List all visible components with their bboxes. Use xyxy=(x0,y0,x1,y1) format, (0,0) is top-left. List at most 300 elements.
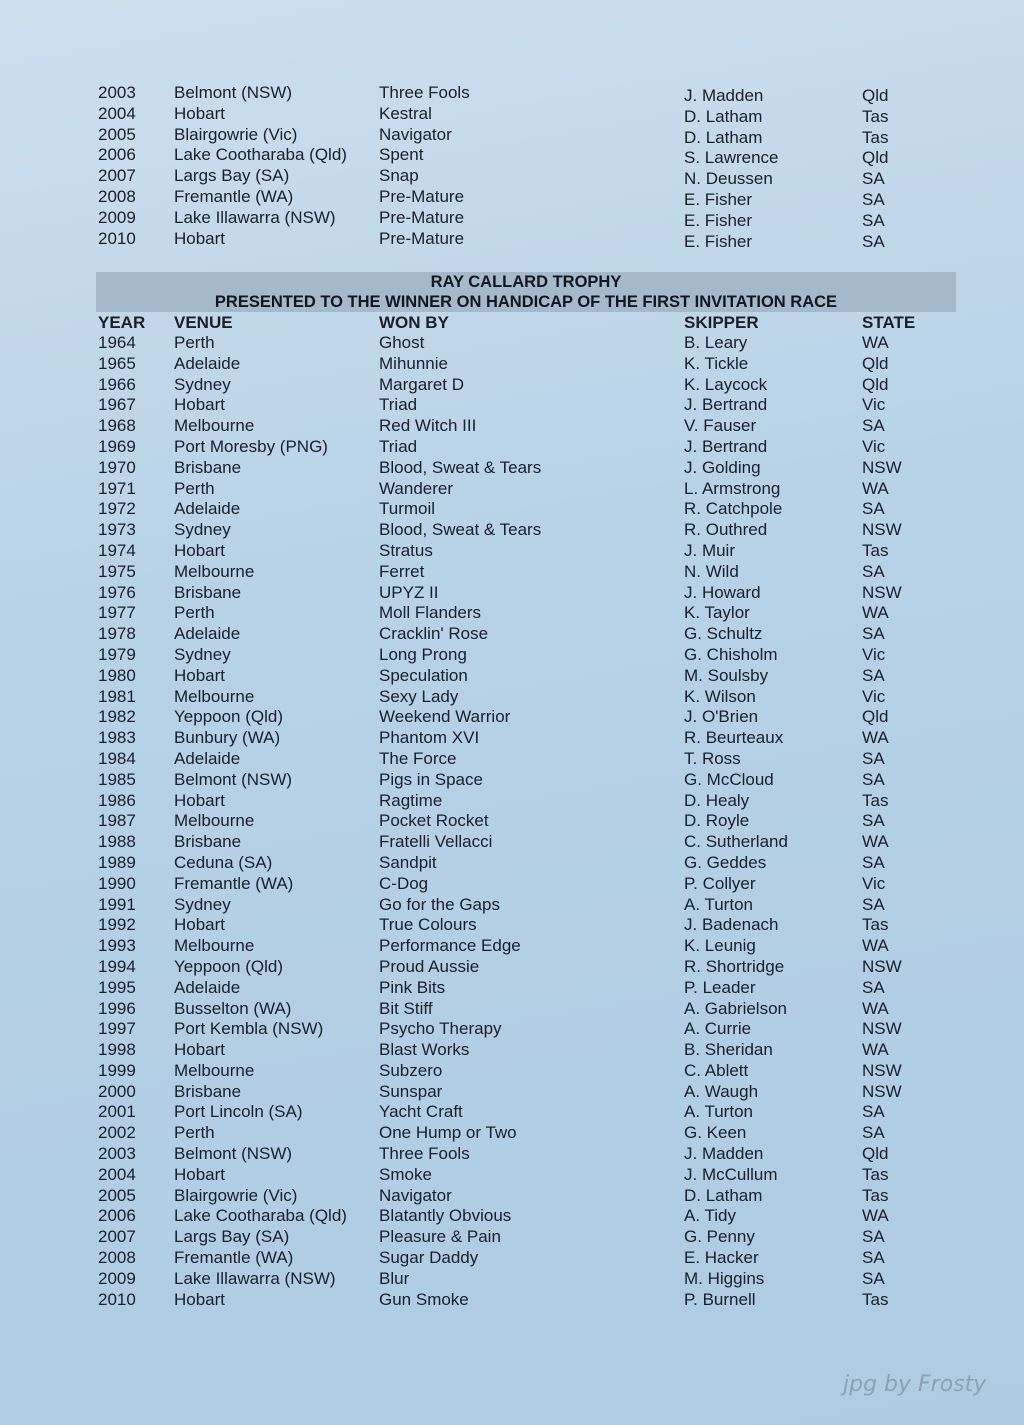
cell-won-by: Pocket Rocket xyxy=(379,811,489,831)
cell-state: Qld xyxy=(862,148,889,168)
cell-venue: Bunbury (WA) xyxy=(174,728,281,748)
cell-skipper: D. Latham xyxy=(684,127,763,147)
cell-venue: Fremantle (WA) xyxy=(174,186,294,206)
cell-year: 2002 xyxy=(98,1123,136,1143)
cell-won-by: One Hump or Two xyxy=(379,1123,517,1143)
cell-state: Tas xyxy=(862,1164,889,1184)
cell-won-by: Blood, Sweat & Tears xyxy=(379,457,542,477)
cell-year: 1996 xyxy=(98,998,136,1018)
cell-won-by: Triad xyxy=(379,436,418,456)
cell-skipper: N. Deussen xyxy=(684,169,773,189)
cell-state: SA xyxy=(862,624,885,644)
cell-won-by: Kestral xyxy=(379,103,432,123)
cell-venue: Fremantle (WA) xyxy=(174,873,294,893)
table-row xyxy=(96,895,956,916)
cell-skipper: J. Badenach xyxy=(684,915,779,935)
table-row xyxy=(96,666,956,687)
cell-year: 2005 xyxy=(98,1185,136,1205)
table-row xyxy=(96,208,956,229)
header-venue: VENUE xyxy=(174,313,233,332)
cell-won-by: Gun Smoke xyxy=(379,1289,469,1309)
cell-venue: Melbourne xyxy=(174,686,255,706)
cell-year: 1985 xyxy=(98,769,136,789)
table-row xyxy=(96,416,956,437)
cell-skipper: G. Keen xyxy=(684,1123,747,1143)
cell-skipper: J. Madden xyxy=(684,1144,764,1164)
cell-state: Qld xyxy=(862,707,889,727)
cell-won-by: Navigator xyxy=(379,124,452,144)
cell-state: SA xyxy=(862,169,885,189)
table-row xyxy=(96,1186,956,1207)
cell-won-by: The Force xyxy=(379,748,457,768)
cell-state: SA xyxy=(862,210,885,230)
cell-won-by: Speculation xyxy=(379,665,468,685)
cell-state: SA xyxy=(862,1123,885,1143)
cell-state: WA xyxy=(862,832,889,852)
table-row xyxy=(96,936,956,957)
cell-venue: Lake Cootharaba (Qld) xyxy=(174,145,347,165)
cell-won-by: Subzero xyxy=(379,1060,443,1080)
table-row xyxy=(96,645,956,666)
cell-skipper: K. Wilson xyxy=(684,686,756,706)
cell-state: NSW xyxy=(862,582,902,602)
table-row xyxy=(96,333,956,354)
cell-year: 2007 xyxy=(98,166,136,186)
cell-year: 1969 xyxy=(98,436,136,456)
cell-state: NSW xyxy=(862,1019,902,1039)
cell-state: WA xyxy=(862,936,889,956)
cell-year: 1973 xyxy=(98,520,136,540)
cell-skipper: D. Healy xyxy=(684,790,750,810)
cell-won-by: UPYZ II xyxy=(379,582,439,602)
table-row xyxy=(96,603,956,624)
cell-won-by: Pre-Mature xyxy=(379,228,465,248)
header-state: STATE xyxy=(862,313,916,332)
cell-won-by: Moll Flanders xyxy=(379,603,482,623)
table-row xyxy=(96,770,956,791)
cell-state: NSW xyxy=(862,956,902,976)
table-row xyxy=(96,562,956,583)
cell-won-by: Long Prong xyxy=(379,644,467,664)
cell-skipper: J. O'Brien xyxy=(684,707,759,727)
cell-year: 2009 xyxy=(98,207,136,227)
cell-won-by: Ragtime xyxy=(379,790,443,810)
cell-state: SA xyxy=(862,1102,885,1122)
table-row xyxy=(96,187,956,208)
cell-venue: Hobart xyxy=(174,103,226,123)
cell-state: Qld xyxy=(862,1144,889,1164)
table-row xyxy=(96,624,956,645)
previous-trophy-table xyxy=(96,83,956,249)
table-row xyxy=(96,1082,956,1103)
cell-year: 1995 xyxy=(98,977,136,997)
cell-skipper: A. Tidy xyxy=(684,1206,736,1226)
cell-venue: Port Kembla (NSW) xyxy=(174,1019,324,1039)
cell-year: 1990 xyxy=(98,873,136,893)
table-row xyxy=(96,1290,956,1311)
table-row xyxy=(96,1144,956,1165)
table-row xyxy=(96,791,956,812)
cell-venue: Belmont (NSW) xyxy=(174,83,293,102)
cell-skipper: R. Shortridge xyxy=(684,956,785,976)
cell-year: 2010 xyxy=(98,1289,136,1309)
cell-won-by: Ghost xyxy=(379,333,425,352)
cell-year: 1998 xyxy=(98,1040,136,1060)
cell-won-by: Go for the Gaps xyxy=(379,894,500,914)
table-row xyxy=(96,395,956,416)
cell-skipper: J. Golding xyxy=(684,457,761,477)
cell-skipper: E. Fisher xyxy=(684,189,753,209)
cell-year: 1976 xyxy=(98,582,136,602)
cell-year: 1964 xyxy=(98,333,136,352)
table-row xyxy=(96,915,956,936)
table-row xyxy=(96,1040,956,1061)
cell-venue: Brisbane xyxy=(174,582,242,602)
cell-skipper: E. Fisher xyxy=(684,210,753,230)
cell-year: 2003 xyxy=(98,1144,136,1164)
cell-skipper: D. Royle xyxy=(684,811,750,831)
cell-state: Tas xyxy=(862,790,889,810)
cell-venue: Sydney xyxy=(174,644,231,664)
cell-state: WA xyxy=(862,603,889,623)
cell-skipper: J. McCullum xyxy=(684,1164,778,1184)
cell-year: 1994 xyxy=(98,956,136,976)
cell-skipper: J. Madden xyxy=(684,86,764,105)
cell-year: 2007 xyxy=(98,1227,136,1247)
cell-venue: Blairgowrie (Vic) xyxy=(174,124,298,144)
cell-state: Vic xyxy=(862,395,886,415)
cell-venue: Melbourne xyxy=(174,811,255,831)
cell-state: Tas xyxy=(862,106,889,126)
header-skipper: SKIPPER xyxy=(684,313,759,332)
table-row xyxy=(96,749,956,770)
cell-won-by: Blur xyxy=(379,1268,410,1288)
cell-venue: Adelaide xyxy=(174,977,241,997)
cell-venue: Port Moresby (PNG) xyxy=(174,436,328,456)
cell-venue: Hobart xyxy=(174,540,226,560)
cell-skipper: D. Latham xyxy=(684,106,763,126)
cell-won-by: Fratelli Vellacci xyxy=(379,832,493,852)
cell-venue: Adelaide xyxy=(174,748,241,768)
table-row xyxy=(96,229,956,250)
table-row xyxy=(96,354,956,375)
cell-year: 1997 xyxy=(98,1019,136,1039)
cell-skipper: R. Beurteaux xyxy=(684,728,784,748)
cell-state: SA xyxy=(862,811,885,831)
table-row xyxy=(96,583,956,604)
cell-state: NSW xyxy=(862,1060,902,1080)
cell-venue: Ceduna (SA) xyxy=(174,852,273,872)
header-won-by: WON BY xyxy=(379,313,449,332)
cell-venue: Blairgowrie (Vic) xyxy=(174,1185,298,1205)
cell-skipper: R. Outhred xyxy=(684,520,768,540)
cell-skipper: J. Muir xyxy=(684,540,735,560)
cell-won-by: Mihunnie xyxy=(379,353,448,373)
cell-venue: Yeppoon (Qld) xyxy=(174,707,284,727)
cell-year: 1965 xyxy=(98,353,136,373)
cell-year: 1989 xyxy=(98,852,136,872)
cell-venue: Sydney xyxy=(174,374,231,394)
cell-skipper: G. Schultz xyxy=(684,624,763,644)
cell-year: 2003 xyxy=(98,83,136,102)
cell-year: 1967 xyxy=(98,395,136,415)
table-row xyxy=(96,1123,956,1144)
cell-skipper: J. Howard xyxy=(684,582,761,602)
cell-skipper: S. Lawrence xyxy=(684,148,779,168)
table-row xyxy=(96,1061,956,1082)
watermark: jpg by Frosty xyxy=(843,1372,987,1397)
cell-won-by: Red Witch III xyxy=(379,416,477,436)
cell-won-by: Pigs in Space xyxy=(379,769,483,789)
cell-won-by: Pleasure & Pain xyxy=(379,1227,501,1247)
cell-venue: Fremantle (WA) xyxy=(174,1248,294,1268)
cell-won-by: Weekend Warrior xyxy=(379,707,511,727)
cell-skipper: A. Turton xyxy=(684,1102,753,1122)
cell-skipper: B. Leary xyxy=(684,333,748,352)
cell-won-by: Blatantly Obvious xyxy=(379,1206,512,1226)
cell-venue: Lake Cootharaba (Qld) xyxy=(174,1206,347,1226)
cell-skipper: P. Collyer xyxy=(684,873,756,893)
cell-won-by: Sandpit xyxy=(379,852,437,872)
cell-won-by: Stratus xyxy=(379,540,433,560)
table-row xyxy=(96,83,956,104)
cell-skipper: M. Higgins xyxy=(684,1268,765,1288)
table-row xyxy=(96,541,956,562)
ray-callard-trophy-table xyxy=(96,333,956,1310)
table-row xyxy=(96,1102,956,1123)
cell-venue: Adelaide xyxy=(174,499,241,519)
cell-won-by: Triad xyxy=(379,395,418,415)
cell-year: 1975 xyxy=(98,561,136,581)
cell-venue: Belmont (NSW) xyxy=(174,1144,293,1164)
cell-won-by: Pre-Mature xyxy=(379,186,465,206)
cell-skipper: K. Taylor xyxy=(684,603,750,623)
table-row xyxy=(96,687,956,708)
cell-year: 1971 xyxy=(98,478,136,498)
cell-year: 2000 xyxy=(98,1081,136,1101)
cell-won-by: Ferret xyxy=(379,561,425,581)
cell-state: Tas xyxy=(862,127,889,147)
cell-year: 2006 xyxy=(98,1206,136,1226)
cell-venue: Hobart xyxy=(174,790,226,810)
cell-state: SA xyxy=(862,665,885,685)
cell-year: 1968 xyxy=(98,416,136,436)
cell-venue: Perth xyxy=(174,603,215,623)
cell-state: Vic xyxy=(862,436,886,456)
cell-skipper: C. Ablett xyxy=(684,1060,749,1080)
cell-year: 1977 xyxy=(98,603,136,623)
table-row xyxy=(96,145,956,166)
cell-skipper: D. Latham xyxy=(684,1185,763,1205)
cell-state: Qld xyxy=(862,86,889,105)
cell-state: Vic xyxy=(862,873,886,893)
cell-skipper: C. Sutherland xyxy=(684,832,788,852)
cell-state: SA xyxy=(862,1248,885,1268)
cell-won-by: Snap xyxy=(379,166,419,186)
cell-venue: Melbourne xyxy=(174,1060,255,1080)
cell-year: 2010 xyxy=(98,228,136,248)
cell-skipper: A. Waugh xyxy=(684,1081,759,1101)
cell-venue: Hobart xyxy=(174,1040,226,1060)
cell-year: 1980 xyxy=(98,665,136,685)
cell-won-by: Spent xyxy=(379,145,424,165)
cell-state: SA xyxy=(862,894,885,914)
cell-year: 1966 xyxy=(98,374,136,394)
cell-year: 1979 xyxy=(98,644,136,664)
cell-won-by: Navigator xyxy=(379,1185,452,1205)
cell-won-by: Cracklin' Rose xyxy=(379,624,489,644)
cell-won-by: Performance Edge xyxy=(379,936,521,956)
table-row xyxy=(96,104,956,125)
cell-state: Tas xyxy=(862,915,889,935)
cell-state: SA xyxy=(862,769,885,789)
cell-won-by: Psycho Therapy xyxy=(379,1019,502,1039)
cell-year: 1982 xyxy=(98,707,136,727)
cell-venue: Port Lincoln (SA) xyxy=(174,1102,303,1122)
cell-skipper: N. Wild xyxy=(684,561,739,581)
cell-skipper: G. McCloud xyxy=(684,769,774,789)
cell-state: SA xyxy=(862,748,885,768)
cell-won-by: Three Fools xyxy=(379,1144,470,1164)
table-row xyxy=(96,1248,956,1269)
cell-state: WA xyxy=(862,998,889,1018)
cell-skipper: K. Leunig xyxy=(684,936,756,956)
table-row xyxy=(96,1165,956,1186)
cell-state: NSW xyxy=(862,1081,902,1101)
cell-state: Qld xyxy=(862,374,889,394)
cell-year: 1974 xyxy=(98,540,136,560)
cell-year: 2008 xyxy=(98,1248,136,1268)
table-row xyxy=(96,1019,956,1040)
cell-state: Vic xyxy=(862,686,886,706)
cell-skipper: M. Soulsby xyxy=(684,665,769,685)
cell-skipper: V. Fauser xyxy=(684,416,757,436)
cell-won-by: Smoke xyxy=(379,1164,432,1184)
cell-venue: Adelaide xyxy=(174,353,241,373)
cell-state: NSW xyxy=(862,520,902,540)
cell-venue: Hobart xyxy=(174,1164,226,1184)
cell-won-by: Three Fools xyxy=(379,83,470,102)
cell-venue: Perth xyxy=(174,478,215,498)
cell-year: 1981 xyxy=(98,686,136,706)
cell-state: Tas xyxy=(862,540,889,560)
table-row xyxy=(96,874,956,895)
table-row xyxy=(96,811,956,832)
cell-year: 2009 xyxy=(98,1268,136,1288)
cell-year: 1988 xyxy=(98,832,136,852)
cell-state: SA xyxy=(862,231,885,251)
cell-state: SA xyxy=(862,1227,885,1247)
cell-skipper: K. Laycock xyxy=(684,374,768,394)
table-row xyxy=(96,707,956,728)
table-row xyxy=(96,458,956,479)
cell-venue: Perth xyxy=(174,1123,215,1143)
cell-venue: Lake Illawarra (NSW) xyxy=(174,1268,336,1288)
cell-skipper: A. Currie xyxy=(684,1019,752,1039)
cell-venue: Perth xyxy=(174,333,215,352)
table-row xyxy=(96,999,956,1020)
table-row xyxy=(96,1206,956,1227)
cell-state: Qld xyxy=(862,353,889,373)
cell-venue: Lake Illawarra (NSW) xyxy=(174,207,336,227)
cell-venue: Yeppoon (Qld) xyxy=(174,956,284,976)
cell-year: 1983 xyxy=(98,728,136,748)
cell-state: WA xyxy=(862,728,889,748)
table-row xyxy=(96,437,956,458)
cell-state: Vic xyxy=(862,644,886,664)
cell-state: SA xyxy=(862,499,885,519)
cell-state: WA xyxy=(862,333,889,352)
cell-state: SA xyxy=(862,852,885,872)
table-row xyxy=(96,978,956,999)
cell-state: SA xyxy=(862,416,885,436)
trophy-title: RAY CALLARD TROPHY xyxy=(430,273,622,291)
cell-won-by: Turmoil xyxy=(379,499,436,519)
cell-venue: Melbourne xyxy=(174,416,255,436)
table-row xyxy=(96,1227,956,1248)
cell-year: 1970 xyxy=(98,457,136,477)
cell-venue: Hobart xyxy=(174,228,226,248)
cell-won-by: Pre-Mature xyxy=(379,207,465,227)
cell-won-by: Sugar Daddy xyxy=(379,1248,479,1268)
table-row xyxy=(96,1269,956,1290)
table-row xyxy=(96,832,956,853)
cell-venue: Hobart xyxy=(174,915,226,935)
table-row xyxy=(96,375,956,396)
cell-won-by: Blast Works xyxy=(379,1040,470,1060)
cell-state: Tas xyxy=(862,1185,889,1205)
trophy-banner xyxy=(96,272,956,312)
cell-won-by: Proud Aussie xyxy=(379,956,480,976)
cell-venue: Sydney xyxy=(174,894,231,914)
cell-skipper: A. Gabrielson xyxy=(684,998,787,1018)
cell-won-by: Sunspar xyxy=(379,1081,443,1101)
table-row xyxy=(96,479,956,500)
header-year: YEAR xyxy=(98,313,146,332)
cell-state: WA xyxy=(862,1206,889,1226)
cell-won-by: Pink Bits xyxy=(379,977,446,997)
cell-year: 1991 xyxy=(98,894,136,914)
cell-skipper: E. Fisher xyxy=(684,231,753,251)
cell-skipper: E. Hacker xyxy=(684,1248,759,1268)
trophy-subtitle: PRESENTED TO THE WINNER ON HANDICAP OF THE FIRST INVITATION RACE xyxy=(214,293,838,311)
cell-year: 1992 xyxy=(98,915,136,935)
cell-won-by: Wanderer xyxy=(379,478,454,498)
cell-venue: Belmont (NSW) xyxy=(174,769,293,789)
cell-skipper: J. Bertrand xyxy=(684,395,768,415)
cell-venue: Largs Bay (SA) xyxy=(174,1227,290,1247)
cell-year: 2004 xyxy=(98,103,136,123)
cell-skipper: G. Penny xyxy=(684,1227,755,1247)
cell-venue: Brisbane xyxy=(174,832,242,852)
cell-state: SA xyxy=(862,977,885,997)
cell-skipper: K. Tickle xyxy=(684,353,749,373)
table-row xyxy=(96,166,956,187)
cell-venue: Hobart xyxy=(174,395,226,415)
cell-skipper: R. Catchpole xyxy=(684,499,783,519)
cell-won-by: Bit Stiff xyxy=(379,998,433,1018)
cell-year: 1999 xyxy=(98,1060,136,1080)
cell-won-by: Yacht Craft xyxy=(379,1102,463,1122)
cell-skipper: G. Chisholm xyxy=(684,644,778,664)
cell-venue: Brisbane xyxy=(174,457,242,477)
cell-state: NSW xyxy=(862,457,902,477)
cell-won-by: Sexy Lady xyxy=(379,686,459,706)
cell-year: 2004 xyxy=(98,1164,136,1184)
cell-won-by: Phantom XVI xyxy=(379,728,480,748)
cell-won-by: C-Dog xyxy=(379,873,429,893)
table-row xyxy=(96,520,956,541)
